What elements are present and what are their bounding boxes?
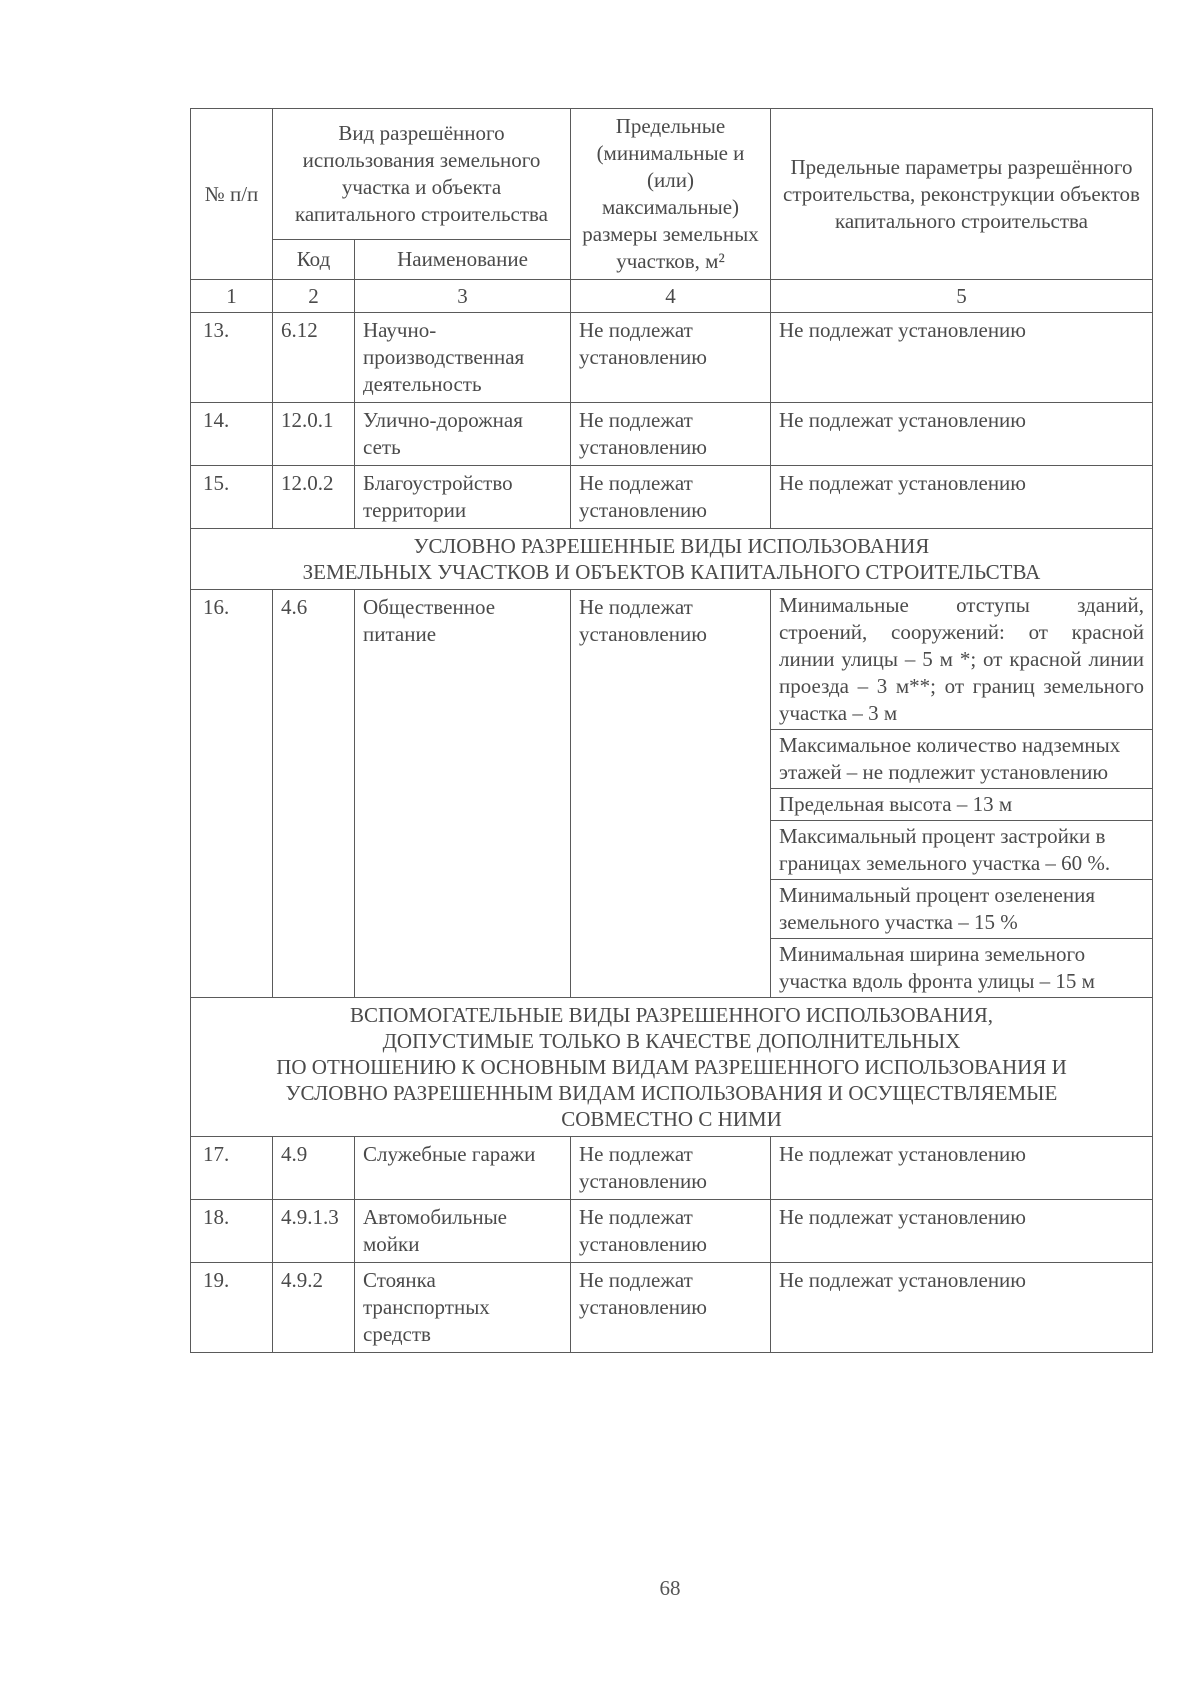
table-row (191, 403, 1153, 466)
row-size: Не подлежат установлению (571, 466, 771, 529)
row-code: 12.0.1 (273, 403, 355, 466)
row-name: Служебные гаражи (355, 1137, 571, 1200)
row-params: Не подлежат установлению (771, 1137, 1153, 1200)
row-code: 6.12 (273, 313, 355, 403)
row-number: 17. (191, 1137, 273, 1200)
header-num: № п/п (191, 109, 273, 280)
param-setbacks: Минимальные отступы зданий, строений, сооружений: от красной линии улицы – 5 м *; от красной линии проезда – 3 м**; от границ земельного участка – 3 м (771, 590, 1153, 730)
page-number: 68 (659, 1576, 681, 1600)
table-row (191, 466, 1153, 529)
param-floors: Максимальное количество надземных этажей – не подлежит установлению (771, 730, 1153, 789)
param-frontage-width: Минимальная ширина земельного участка вдоль фронта улицы – 15 м (771, 939, 1153, 998)
row-code: 4.9.2 (273, 1263, 355, 1353)
row-number: 15. (191, 466, 273, 529)
row-size: Не подлежат установлению (571, 590, 771, 998)
row-params: Не подлежат установлению (771, 1200, 1153, 1263)
column-number: 4 (571, 280, 771, 313)
row-params: Не подлежат установлению (771, 313, 1153, 403)
row-code: 4.6 (273, 590, 355, 998)
header-size: Предельные (минимальные и (или) максимальные) размеры земельных участков, м² (571, 109, 771, 280)
row-params: Не подлежат установлению (771, 466, 1153, 529)
row-size: Не подлежат установлению (571, 313, 771, 403)
row-params: Не подлежат установлению (771, 1263, 1153, 1353)
row-size: Не подлежат установлению (571, 403, 771, 466)
section-heading-conditional (191, 529, 1153, 590)
row-name: Улично-дорожная сеть (355, 403, 571, 466)
section-heading-line: ЗЕМЕЛЬНЫХ УЧАСТКОВ И ОБЪЕКТОВ КАПИТАЛЬНОГО СТРОИТЕЛЬСТВА (302, 560, 1041, 584)
table-row (191, 1200, 1153, 1263)
column-number: 3 (355, 280, 571, 313)
column-number-row (191, 280, 1153, 313)
row-name: Общественное питание (355, 590, 571, 998)
column-number: 1 (191, 280, 273, 313)
table-row (191, 590, 1153, 730)
header-name: Наименование (355, 239, 571, 279)
row-code: 4.9.1.3 (273, 1200, 355, 1263)
table-row (191, 1263, 1153, 1353)
row-size: Не подлежат установлению (571, 1263, 771, 1353)
regulation-table (190, 108, 1153, 1353)
row-number: 14. (191, 403, 273, 466)
header-kind: Вид разрешённого использования земельного участка и объекта капитального строительства (273, 109, 571, 240)
row-params: Не подлежат установлению (771, 403, 1153, 466)
section-heading (191, 529, 1153, 590)
row-code: 4.9 (273, 1137, 355, 1200)
header-code: Код (273, 239, 355, 279)
section-heading-line: УСЛОВНО РАЗРЕШЕННЫМ ВИДАМ ИСПОЛЬЗОВАНИЯ И ОСУЩЕСТВЛЯЕМЫЕ (285, 1081, 1058, 1105)
section-heading-auxiliary (191, 998, 1153, 1137)
section-heading-line: УСЛОВНО РАЗРЕШЕННЫЕ ВИДЫ ИСПОЛЬЗОВАНИЯ (413, 534, 930, 558)
param-green-percent: Минимальный процент озеленения земельного участка – 15 % (771, 880, 1153, 939)
row-code: 12.0.2 (273, 466, 355, 529)
row-number: 13. (191, 313, 273, 403)
row-name: Автомобильные мойки (355, 1200, 571, 1263)
row-name: Стоянка транспортных средств (355, 1263, 571, 1353)
param-height: Предельная высота – 13 м (771, 789, 1153, 821)
section-heading-line: ПО ОТНОШЕНИЮ К ОСНОВНЫМ ВИДАМ РАЗРЕШЕННОГО ИСПОЛЬЗОВАНИЯ И (276, 1055, 1067, 1079)
row-number: 19. (191, 1263, 273, 1353)
section-heading-line: СОВМЕСТНО С НИМИ (561, 1107, 782, 1131)
row-number: 18. (191, 1200, 273, 1263)
section-heading-line: ДОПУСТИМЫЕ ТОЛЬКО В КАЧЕСТВЕ ДОПОЛНИТЕЛЬНЫХ (382, 1029, 961, 1053)
param-building-percent: Максимальный процент застройки в границах земельного участка – 60 %. (771, 821, 1153, 880)
row-size: Не подлежат установлению (571, 1137, 771, 1200)
row-number: 16. (191, 590, 273, 998)
table-row (191, 1137, 1153, 1200)
row-size: Не подлежат установлению (571, 1200, 771, 1263)
header-row (191, 109, 1153, 240)
row-name: Благоустройство территории (355, 466, 571, 529)
header-params: Предельные параметры разрешённого строительства, реконструкции объектов капитального строительства (771, 109, 1153, 280)
table-row (191, 313, 1153, 403)
column-number: 5 (771, 280, 1153, 313)
row-name: Научно-производственная деятельность (355, 313, 571, 403)
column-number: 2 (273, 280, 355, 313)
section-heading-line: ВСПОМОГАТЕЛЬНЫЕ ВИДЫ РАЗРЕШЕННОГО ИСПОЛЬЗОВАНИЯ, (350, 1003, 993, 1027)
section-heading (191, 998, 1153, 1137)
